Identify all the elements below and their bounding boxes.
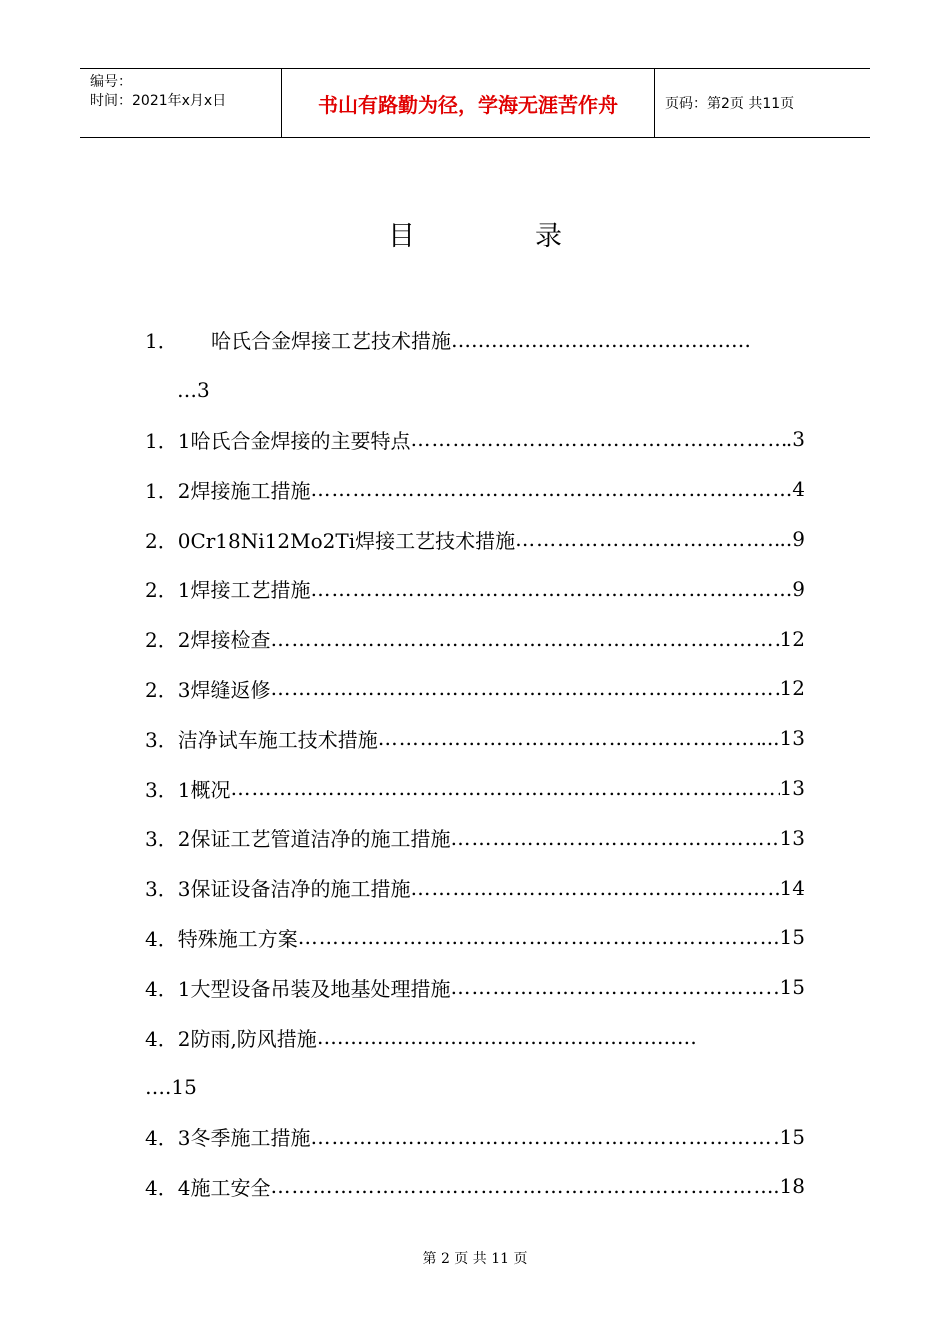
toc-row-continuation <box>145 365 805 415</box>
toc-dots <box>298 925 780 949</box>
toc-dots <box>450 975 773 999</box>
toc-label: 2．0Cr18Ni12Mo2Ti焊接工艺技术措施 <box>145 528 516 553</box>
number-label: 编号： <box>90 74 132 90</box>
toc-page: 13 <box>779 825 805 850</box>
toc-row[interactable] <box>145 763 805 813</box>
toc-row[interactable] <box>145 813 805 863</box>
toc-dots <box>515 527 779 551</box>
toc-label: 3．2保证工艺管道洁净的施工措施 <box>145 827 451 852</box>
toc-row[interactable] <box>145 1012 805 1062</box>
page-footer: 第 2 页 共 11 页 <box>422 1251 528 1267</box>
title-char-left: 目 <box>388 221 415 252</box>
page-title <box>0 214 950 253</box>
toc-dots <box>270 627 779 651</box>
toc-page: ...13 <box>760 726 805 751</box>
toc-label: 1．1哈氏合金焊接的主要特点 <box>145 428 411 453</box>
toc-row[interactable] <box>145 713 805 763</box>
toc-label: 3．洁净试车施工技术措施 <box>145 727 378 752</box>
toc-row[interactable] <box>145 315 805 365</box>
toc-dots <box>410 427 785 451</box>
toc-label: 2．1焊接工艺措施 <box>145 578 311 603</box>
toc-page: .15 <box>773 1124 805 1149</box>
toc-dots: ………………………………………………… <box>316 1025 697 1050</box>
toc-row[interactable] <box>145 1112 805 1162</box>
toc-page: …3 <box>177 377 210 402</box>
toc-row[interactable] <box>145 415 805 465</box>
toc-row[interactable] <box>145 464 805 514</box>
toc-dots <box>378 726 761 750</box>
toc-row[interactable] <box>145 514 805 564</box>
toc-page: .18 <box>773 1174 805 1199</box>
toc-page: .3 <box>785 427 805 452</box>
toc-label: 2．2焊接检查 <box>145 628 271 653</box>
toc-page: 12 <box>779 626 805 651</box>
toc-row[interactable] <box>145 962 805 1012</box>
toc-page: ….15 <box>145 1074 197 1099</box>
toc-number: 1． <box>145 329 178 354</box>
header-meta <box>80 69 282 137</box>
toc-dots <box>310 477 785 501</box>
toc-row[interactable] <box>145 1162 805 1212</box>
toc-dots <box>270 676 779 700</box>
toc-label: 4．3冬季施工措施 <box>145 1126 311 1151</box>
toc-label: 哈氏合金焊接工艺技术措施 <box>211 329 451 354</box>
toc-row[interactable] <box>145 614 805 664</box>
toc-dots <box>270 1174 773 1198</box>
page-header <box>80 68 870 138</box>
header-page-info: 页码：第2页 共11页 <box>665 96 795 112</box>
toc-row[interactable] <box>145 913 805 963</box>
toc-row-continuation <box>145 1062 805 1112</box>
toc-label: 4．特殊施工方案 <box>145 926 298 951</box>
toc-label: 4．1大型设备吊装及地基处理措施 <box>145 976 451 1001</box>
toc-dots <box>310 1125 773 1149</box>
toc-page: 13 <box>779 776 805 801</box>
title-char-right: 录 <box>535 221 562 252</box>
toc-page: ..9 <box>779 527 805 552</box>
toc-label: 2．3焊缝返修 <box>145 677 271 702</box>
toc-dots <box>310 577 785 601</box>
toc-dots <box>230 776 779 800</box>
time-label: 时间：2021年x月x日 <box>90 93 227 109</box>
toc-row[interactable] <box>145 664 805 714</box>
toc-page: 12 <box>779 676 805 701</box>
toc-label: 4．2防雨,防风措施 <box>145 1026 317 1051</box>
toc-dots <box>410 876 779 900</box>
toc-page: 14 <box>779 875 805 900</box>
toc-page: .9 <box>785 576 805 601</box>
toc-label: 1．2焊接施工措施 <box>145 478 311 503</box>
toc-label: 3．1概况 <box>145 777 231 802</box>
toc-page: .15 <box>773 975 805 1000</box>
toc-label: 3．3保证设备洁净的施工措施 <box>145 877 411 902</box>
header-motto: 书山有路勤为径，学海无涯苦作舟 <box>282 69 655 137</box>
toc-row[interactable] <box>145 564 805 614</box>
toc-row[interactable] <box>145 863 805 913</box>
toc-dots <box>450 826 779 850</box>
toc-dots: ……………………………………… <box>451 327 751 352</box>
table-of-contents <box>145 315 805 1211</box>
toc-page: 15 <box>779 925 805 950</box>
toc-label: 4．4施工安全 <box>145 1175 271 1200</box>
toc-page: .4 <box>785 477 805 502</box>
